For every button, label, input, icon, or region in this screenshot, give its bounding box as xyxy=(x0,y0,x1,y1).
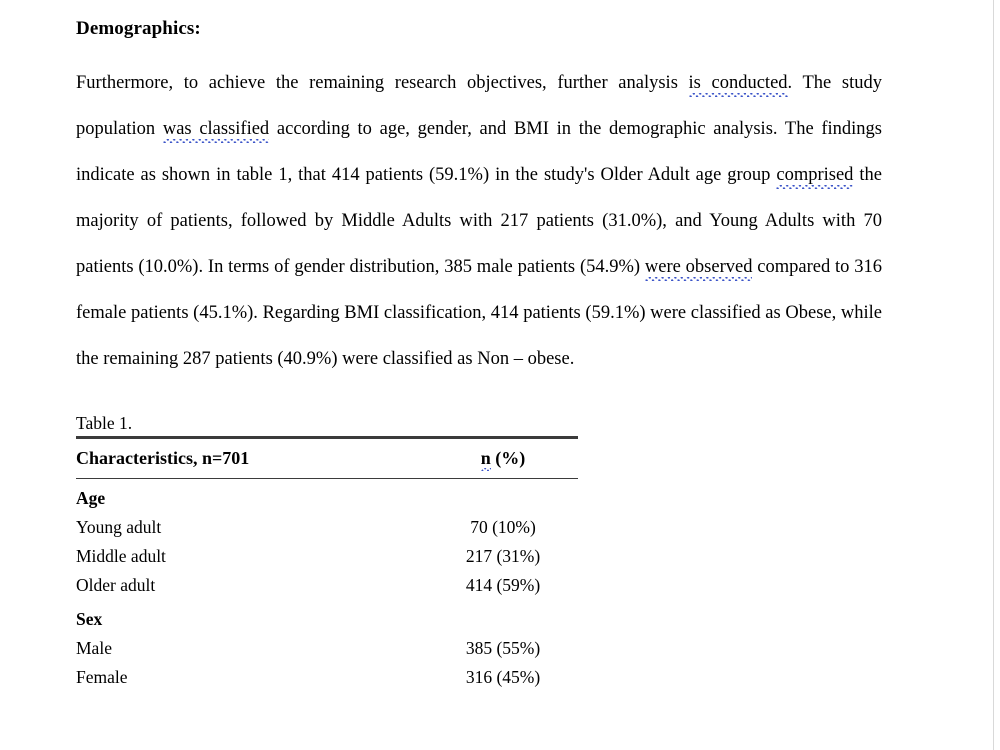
table-row-label: Middle adult xyxy=(76,546,166,566)
document-content xyxy=(76,0,882,692)
table-group-row xyxy=(76,479,578,513)
table-row xyxy=(76,513,578,542)
table-row-label: Female xyxy=(76,667,128,687)
table-row-value: 70 (10%) xyxy=(470,517,536,537)
spellcheck-phrase: is conducted xyxy=(688,73,788,93)
table-row-label: Male xyxy=(76,638,112,658)
table-header-percent-suffix: (%) xyxy=(490,448,526,468)
table-header-n-squiggly: n xyxy=(480,448,491,468)
table-row xyxy=(76,663,578,692)
table-row-value: 316 (45%) xyxy=(465,667,541,687)
table-row-value: 217 (31%) xyxy=(465,546,541,566)
table-1-block xyxy=(76,412,578,692)
spellcheck-phrase: comprised xyxy=(776,165,854,185)
table-row-value: 385 (55%) xyxy=(465,638,541,658)
table-caption: Table 1. xyxy=(76,413,133,433)
table-row-value: 414 (59%) xyxy=(465,575,541,595)
table-group-value-empty xyxy=(428,479,578,513)
table-header-characteristics: Characteristics, n=701 xyxy=(76,448,250,468)
section-heading-demographics: Demographics: xyxy=(76,18,201,39)
spellcheck-phrase: was classified xyxy=(162,119,270,139)
table-row-label: Young adult xyxy=(76,517,162,537)
demographics-table-body xyxy=(76,479,578,692)
table-row xyxy=(76,571,578,600)
page-edge-rule xyxy=(993,0,994,750)
spellcheck-phrase: were observed xyxy=(644,257,753,277)
table-row-label: Older adult xyxy=(76,575,156,595)
body-paragraph: Furthermore, to achieve the remaining research objectives, further analysis is conducted. The study population was classified according to age, gender, and BMI in the demographic analysis. The findings indicate as shown in table 1, that 414 patients (59.1%) in the study's Older Adult age group comprised the majority of patients, followed by Middle Adults with 217 patients (31.0%), and Young Adults with 70 patients (10.0%). In terms of gender distribution, 385 male patients (54.9%) were observed compared to 316 female patients (45.1%). Regarding BMI classification, 414 patients (59.1%) were classified as Obese, while the remaining 287 patients (40.9%) were classified as Non – obese. xyxy=(76,73,882,369)
table-header-row xyxy=(76,439,578,478)
table-header-n-percent xyxy=(428,439,578,478)
table-group-label: Sex xyxy=(76,609,103,629)
table-row xyxy=(76,634,578,663)
table-group-row xyxy=(76,600,578,634)
demographics-table xyxy=(76,439,578,478)
table-row xyxy=(76,542,578,571)
table-group-label: Age xyxy=(76,488,106,508)
table-group-value-empty xyxy=(428,600,578,634)
